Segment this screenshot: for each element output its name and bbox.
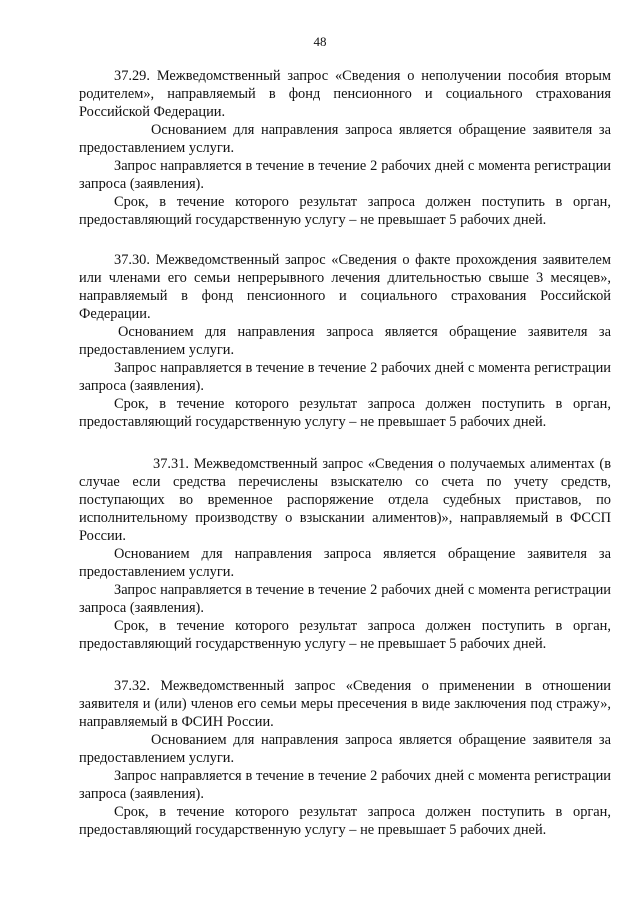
basis-paragraph: Основанием для направления запроса является обращение заявителя за предоставлением услуги. [79, 122, 611, 156]
response-paragraph: Срок, в течение которого результат запроса должен поступить в орган, предоставляющий государственную услугу – не превышает 5 рабочих дней. [79, 194, 611, 228]
deadline-paragraph: Запрос направляется в течение в течение 2 рабочих дней с момента регистрации запроса (заявления). [79, 360, 611, 394]
section-37-30 [79, 251, 611, 431]
basis-paragraph: Основанием для направления запроса является обращение заявителя за предоставлением услуги. [79, 546, 611, 580]
basis-paragraph: Основанием для направления запроса является обращение заявителя за предоставлением услуги. [79, 324, 611, 358]
request-paragraph: 37.31. Межведомственный запрос «Сведения о получаемых алиментах (в случае если средства перечислены взыскателю со счета по учету средств, поступающих во временное распоряжение отдела судебных приставов, по исполнительному производству о взыскании алиментов)», направляемый в ФССП России. [79, 456, 611, 544]
request-paragraph: 37.32. Межведомственный запрос «Сведения о применении в отношении заявителя и (или) членов его семьи меры пресечения в виде заключения под стражу», направляемый в ФСИН России. [79, 678, 611, 730]
request-paragraph: 37.29. Межведомственный запрос «Сведения о неполучении пособия вторым родителем», направляемый в фонд пенсионного и социального страхования Российской Федерации. [79, 68, 611, 120]
request-paragraph: 37.30. Межведомственный запрос «Сведения о факте прохождения заявителем или членами его семьи непрерывного лечения длительностью свыше 3 месяцев», направляемый в фонд пенсионного и социального страхования Российской Федерации. [79, 252, 611, 322]
section-spacer [79, 229, 611, 251]
section-spacer [79, 431, 611, 455]
section-37-29 [79, 67, 611, 229]
response-paragraph: Срок, в течение которого результат запроса должен поступить в орган, предоставляющий государственную услугу – не превышает 5 рабочих дней. [79, 618, 611, 652]
section-37-32 [79, 677, 611, 839]
response-paragraph: Срок, в течение которого результат запроса должен поступить в орган, предоставляющий государственную услугу – не превышает 5 рабочих дней. [79, 804, 611, 838]
basis-paragraph: Основанием для направления запроса является обращение заявителя за предоставлением услуги. [79, 732, 611, 766]
section-37-31 [79, 455, 611, 653]
deadline-paragraph: Запрос направляется в течение в течение 2 рабочих дней с момента регистрации запроса (заявления). [79, 582, 611, 616]
document-body [79, 67, 611, 839]
response-paragraph: Срок, в течение которого результат запроса должен поступить в орган, предоставляющий государственную услугу – не превышает 5 рабочих дней. [79, 396, 611, 430]
deadline-paragraph: Запрос направляется в течение в течение 2 рабочих дней с момента регистрации запроса (заявления). [79, 158, 611, 192]
deadline-paragraph: Запрос направляется в течение в течение 2 рабочих дней с момента регистрации запроса (заявления). [79, 768, 611, 802]
page-number: 48 [313, 34, 327, 49]
section-spacer [79, 653, 611, 677]
